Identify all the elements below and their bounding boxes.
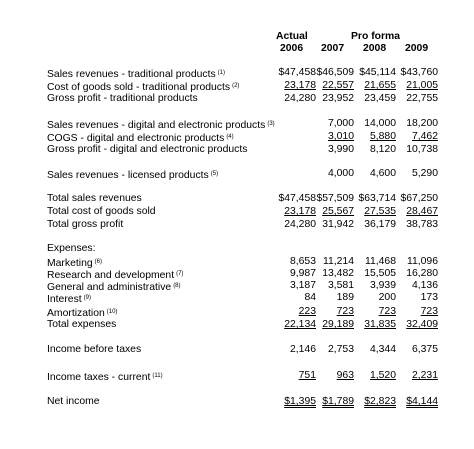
cell-2009: 10,738 — [406, 144, 438, 155]
table-row — [0, 93, 474, 105]
cell-2006: 24,280 — [284, 219, 316, 230]
table-row — [0, 193, 474, 205]
row-label: Income taxes - current $^{(11)}$ — [47, 372, 163, 383]
row-label: Total cost of goods sold — [47, 206, 156, 217]
cell-2009: 173 — [420, 292, 438, 303]
row-label: Interest $^{(9)}$ — [47, 294, 91, 305]
cell-2008: 15,505 — [364, 268, 396, 279]
cell-2008: 4,600 — [369, 168, 396, 179]
table-row — [0, 219, 474, 231]
cell-2006: 3,187 — [289, 280, 316, 291]
cell-2009: 16,280 — [406, 268, 438, 279]
row-label: Sales revenues - licensed products $^{(5)}$ — [47, 170, 219, 181]
cell-2009: 18,200 — [406, 118, 438, 129]
cell-2007: 723 — [336, 306, 354, 317]
cell-2009: 6,375 — [411, 344, 438, 355]
cell-2007: $57,509 — [316, 193, 354, 204]
table-row — [0, 118, 474, 130]
cell-2007: $1,789 — [322, 396, 354, 407]
cell-2008: 8,120 — [369, 144, 396, 155]
cell-2006: 2,146 — [289, 344, 316, 355]
header-year-2008: 2008 — [363, 43, 387, 54]
cell-2009: 11,096 — [406, 256, 438, 267]
cell-2009: 4,136 — [411, 280, 438, 291]
cell-2008: 11,468 — [364, 256, 396, 267]
cell-2009: $43,760 — [400, 67, 438, 78]
cell-2006: 23,178 — [284, 80, 316, 91]
row-label: Amortization $^{(10)}$ — [47, 308, 118, 319]
row-label: Total expenses — [47, 319, 117, 330]
cell-2009: 28,467 — [406, 206, 438, 217]
row-label: Gross profit - digital and electronic products — [47, 144, 248, 155]
cell-2009: 32,409 — [406, 319, 438, 330]
cell-2007: 29,189 — [322, 319, 354, 330]
table-row — [0, 292, 474, 304]
cell-2007: 13,482 — [322, 268, 354, 279]
cell-2009: 21,005 — [406, 80, 438, 91]
table-row — [0, 206, 474, 218]
cell-2008: 1,520 — [369, 370, 396, 381]
cell-2008: 200 — [378, 292, 396, 303]
cell-2008: 31,835 — [364, 319, 396, 330]
cell-2006: $47,458 — [278, 67, 316, 78]
cell-2006: $47,458 — [278, 193, 316, 204]
cell-2008: 23,459 — [364, 93, 396, 104]
cell-2006: 23,178 — [284, 206, 316, 217]
cell-2008: 5,880 — [369, 131, 396, 142]
cell-2008: 14,000 — [364, 118, 396, 129]
header-actual: Actual — [276, 31, 308, 42]
row-label: Marketing $^{(6)}$ — [47, 258, 102, 269]
cell-2007: $46,509 — [316, 67, 354, 78]
row-label: Net income — [47, 396, 100, 407]
cell-2007: 23,952 — [322, 93, 354, 104]
cell-2008: 36,179 — [364, 219, 396, 230]
cell-2006: 24,280 — [284, 93, 316, 104]
section-label: Expenses: — [47, 243, 96, 254]
row-label: Gross profit - traditional products — [47, 93, 198, 104]
table-row — [0, 243, 474, 255]
cell-2006: 22,134 — [284, 319, 316, 330]
row-label: Income before taxes — [47, 344, 142, 355]
cell-2008: $45,114 — [359, 67, 396, 78]
table-row — [0, 344, 474, 356]
cell-2006: 8,653 — [289, 256, 316, 267]
table-row — [0, 370, 474, 382]
row-label: Total sales revenues — [47, 193, 142, 204]
cell-2007: 3,990 — [327, 144, 354, 155]
cell-2007: 7,000 — [327, 118, 354, 129]
cell-2007: 3,010 — [327, 131, 354, 142]
cell-2008: 21,655 — [364, 80, 396, 91]
cell-2008: $2,823 — [364, 396, 396, 407]
table-row — [0, 67, 474, 79]
cell-2007: 2,753 — [327, 344, 354, 355]
cell-2007: 22,557 — [322, 80, 354, 91]
header-year-2006: 2006 — [280, 43, 304, 54]
cell-2007: 11,214 — [322, 256, 354, 267]
cell-2007: 4,000 — [327, 168, 354, 179]
cell-2009: 7,462 — [411, 131, 438, 142]
cell-2006: 9,987 — [289, 268, 316, 279]
row-label: Total gross profit — [47, 219, 124, 230]
cell-2009: 22,755 — [406, 93, 438, 104]
cell-2007: 31,942 — [322, 219, 354, 230]
table-row — [0, 396, 474, 408]
table-row — [0, 256, 474, 268]
header-year-2009: 2009 — [405, 43, 429, 54]
cell-2008: 3,939 — [369, 280, 396, 291]
cell-2009: 723 — [420, 306, 438, 317]
cell-2008: 27,535 — [364, 206, 396, 217]
row-label: Cost of goods sold - traditional products $^{(2)}$ — [47, 82, 240, 93]
cell-2007: 3,581 — [327, 280, 354, 291]
cell-2006: 223 — [298, 306, 316, 317]
cell-2009: 2,231 — [411, 370, 438, 381]
row-label: Sales revenues - digital and electronic products $^{(3)}$ — [47, 120, 275, 131]
row-label: General and administrative $^{(8)}$ — [47, 282, 181, 293]
cell-2009: 5,290 — [411, 168, 438, 179]
cell-2008: 4,344 — [369, 344, 396, 355]
cell-2008: $63,714 — [358, 193, 396, 204]
cell-2006: 751 — [298, 370, 316, 381]
cell-2007: 963 — [336, 370, 354, 381]
header-year-2007: 2007 — [321, 43, 345, 54]
row-label: COGS - digital and electronic products $^{(4)}$ — [47, 133, 234, 144]
table-row — [0, 131, 474, 143]
table-row — [0, 306, 474, 318]
cell-2006: 84 — [304, 292, 316, 303]
cell-2006: $1,395 — [284, 396, 316, 407]
header-pro-forma: Pro forma — [351, 31, 401, 42]
table-row — [0, 268, 474, 280]
cell-2009: 38,783 — [406, 219, 438, 230]
cell-2007: 25,567 — [322, 206, 354, 217]
cell-2008: 723 — [378, 306, 396, 317]
table-row — [0, 144, 474, 156]
row-label: Research and development $^{(7)}$ — [47, 270, 184, 281]
cell-2007: 189 — [336, 292, 354, 303]
table-row — [0, 80, 474, 92]
cell-2009: $67,250 — [400, 193, 438, 204]
table-row — [0, 280, 474, 292]
table-row — [0, 319, 474, 331]
table-row — [0, 168, 474, 180]
cell-2009: $4,144 — [406, 396, 438, 407]
row-label: Sales revenues - traditional products $^{(1)}$ — [47, 69, 225, 80]
